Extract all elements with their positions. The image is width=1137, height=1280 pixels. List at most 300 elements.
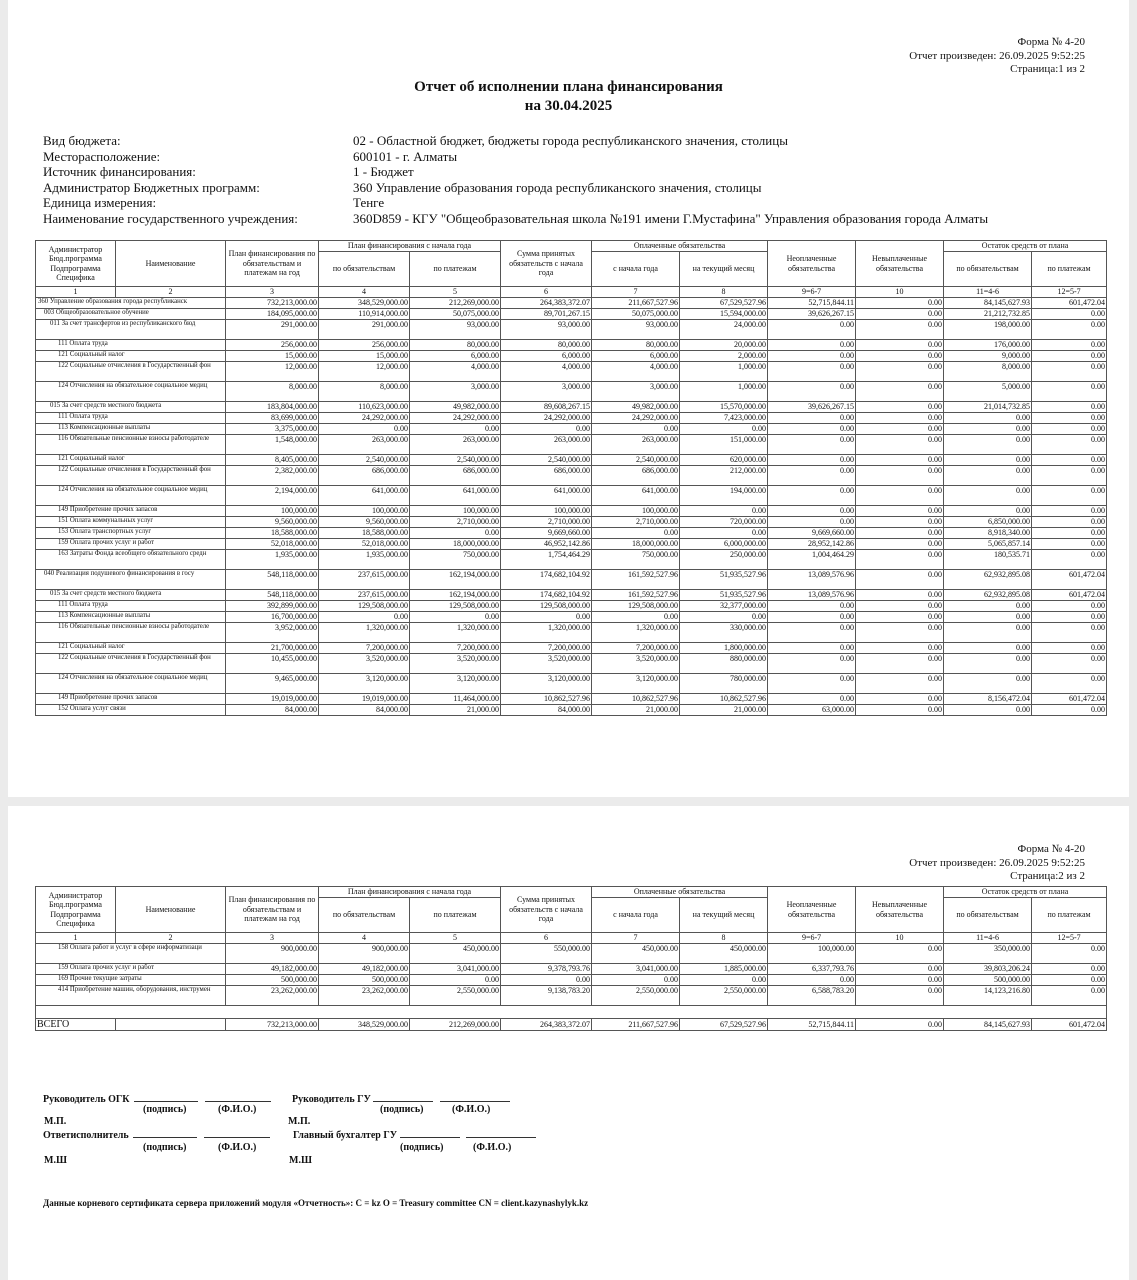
- row-value: 0.00: [768, 600, 856, 611]
- col-header-paid-month: на текущий месяц: [680, 898, 768, 933]
- row-name: 040 Реализация подушевого финансирования в госу: [36, 569, 226, 589]
- row-value: 0.00: [944, 673, 1032, 693]
- row-value: 18,000,000.00: [410, 538, 501, 549]
- certificate-info: Данные корневого сертификата сервера приложений модуля «Отчетность»: C = kz O = Treasury committee CN = client.kazynashylyk.kz: [43, 1198, 589, 1208]
- row-value: 23,262,000.00: [319, 985, 410, 1005]
- row-value: 0.00: [856, 401, 944, 412]
- row-value: 1,320,000.00: [592, 622, 680, 642]
- row-name: 153 Оплата транспортных услуг: [36, 527, 226, 538]
- row-value: 1,754,464.29: [501, 549, 592, 569]
- row-value: 8,000.00: [226, 381, 319, 401]
- meta-value: Тенге: [353, 195, 385, 210]
- row-value: 4,000.00: [410, 361, 501, 381]
- row-value: 24,292,000.00: [592, 412, 680, 423]
- row-name: 122 Социальные отчисления в Государственный фон: [36, 465, 226, 485]
- label-head-ogk: Руководитель ОГК: [43, 1094, 130, 1105]
- row-value: 0.00: [856, 653, 944, 673]
- row-value: 21,700,000.00: [226, 642, 319, 653]
- row-value: 4,000.00: [592, 361, 680, 381]
- row-value: 500,000.00: [944, 974, 1032, 985]
- row-value: 2,710,000.00: [501, 516, 592, 527]
- col-header-balance-obligations: по обязательствам: [944, 252, 1032, 287]
- table-row: [36, 527, 1107, 538]
- row-value: 3,120,000.00: [592, 673, 680, 693]
- row-value: 0.00: [1032, 308, 1107, 319]
- row-value: 21,212,732.85: [944, 308, 1032, 319]
- row-value: 0.00: [768, 485, 856, 505]
- table-row: [36, 423, 1107, 434]
- row-value: 49,982,000.00: [410, 401, 501, 412]
- table-row: [36, 465, 1107, 485]
- total-value: 348,529,000.00: [319, 1018, 410, 1030]
- row-value: 0.00: [1032, 454, 1107, 465]
- caption-podpis: (подпись): [400, 1142, 444, 1153]
- row-value: 0.00: [1032, 350, 1107, 361]
- col-header-annual-plan: План финансирования по обязательствам и платежам на год: [226, 887, 319, 933]
- row-value: 2,550,000.00: [592, 985, 680, 1005]
- signature-line: [400, 1128, 460, 1138]
- row-value: 0.00: [768, 516, 856, 527]
- row-name: 111 Оплата труда: [36, 412, 226, 423]
- total-row: [36, 1018, 1107, 1030]
- row-value: 0.00: [856, 642, 944, 653]
- row-value: 3,952,000.00: [226, 622, 319, 642]
- row-name: 121 Социальный налог: [36, 642, 226, 653]
- row-value: 0.00: [1032, 412, 1107, 423]
- row-value: 3,041,000.00: [410, 963, 501, 974]
- col-group-plan-balance: Остаток средств от плана: [944, 887, 1107, 898]
- row-value: 500,000.00: [226, 974, 319, 985]
- row-value: 0.00: [856, 704, 944, 715]
- col-header-balance-payments: по платежам: [1032, 898, 1107, 933]
- row-value: 211,667,527.96: [592, 297, 680, 308]
- row-value: 3,120,000.00: [319, 673, 410, 693]
- meta-label: Единица измерения:: [43, 195, 157, 210]
- col-number: 3: [226, 933, 319, 944]
- row-value: 0.00: [768, 434, 856, 454]
- row-value: 84,000.00: [226, 704, 319, 715]
- report-meta: [43, 133, 988, 226]
- row-value: 1,000.00: [680, 361, 768, 381]
- row-name: 158 Оплата работ и услуг в сфере информатизаци: [36, 943, 226, 963]
- page-header: [909, 36, 1085, 77]
- row-value: 174,682,104.92: [501, 589, 592, 600]
- row-value: 6,000.00: [592, 350, 680, 361]
- produced-timestamp: Отчет произведен: 26.09.2025 9:52:25: [909, 856, 1085, 869]
- col-header-balance-payments: по платежам: [1032, 252, 1107, 287]
- row-value: 129,508,000.00: [319, 600, 410, 611]
- financing-table-page-1: [35, 240, 1107, 716]
- row-name: 122 Социальные отчисления в Государственный фон: [36, 361, 226, 381]
- row-value: 1,885,000.00: [680, 963, 768, 974]
- row-value: 0.00: [1032, 549, 1107, 569]
- col-number: 12=5-7: [1032, 287, 1107, 298]
- row-value: 0.00: [1032, 704, 1107, 715]
- row-value: 50,075,000.00: [592, 308, 680, 319]
- row-value: 3,520,000.00: [501, 653, 592, 673]
- meta-label: Вид бюджета:: [43, 133, 121, 148]
- table-row: [36, 569, 1107, 589]
- row-value: 263,000.00: [501, 434, 592, 454]
- fio-line: [205, 1092, 271, 1102]
- col-number: 9=6-7: [768, 933, 856, 944]
- row-value: 548,118,000.00: [226, 589, 319, 600]
- row-value: 0.00: [856, 974, 944, 985]
- row-value: 32,377,000.00: [680, 600, 768, 611]
- row-value: 49,182,000.00: [319, 963, 410, 974]
- row-value: 3,520,000.00: [410, 653, 501, 673]
- row-value: 67,529,527.96: [680, 297, 768, 308]
- col-number: 2: [116, 287, 226, 298]
- row-value: 256,000.00: [226, 339, 319, 350]
- row-value: 84,145,627.93: [944, 297, 1032, 308]
- table-row: [36, 693, 1107, 704]
- row-value: 13,089,576.96: [768, 589, 856, 600]
- row-value: 93,000.00: [501, 319, 592, 339]
- row-value: 0.00: [680, 423, 768, 434]
- row-value: 263,000.00: [319, 434, 410, 454]
- row-value: 2,710,000.00: [410, 516, 501, 527]
- row-value: 0.00: [1032, 527, 1107, 538]
- row-value: 16,700,000.00: [226, 611, 319, 622]
- row-value: 212,000.00: [680, 465, 768, 485]
- row-value: 110,623,000.00: [319, 401, 410, 412]
- col-header-plan-obligations: по обязательствам: [319, 898, 410, 933]
- row-value: 264,383,372.07: [501, 297, 592, 308]
- row-value: 162,194,000.00: [410, 569, 501, 589]
- row-value: 15,570,000.00: [680, 401, 768, 412]
- row-value: 49,982,000.00: [592, 401, 680, 412]
- row-value: 100,000.00: [501, 505, 592, 516]
- row-value: 0.00: [856, 308, 944, 319]
- row-value: 237,615,000.00: [319, 569, 410, 589]
- row-value: 183,804,000.00: [226, 401, 319, 412]
- row-name: 414 Приобретение машин, оборудования, инструмен: [36, 985, 226, 1005]
- meta-label: Источник финансирования:: [43, 164, 196, 179]
- row-value: 0.00: [410, 611, 501, 622]
- row-value: 3,520,000.00: [319, 653, 410, 673]
- col-number: 8: [680, 287, 768, 298]
- caption-fio: (Ф.И.О.): [473, 1142, 512, 1153]
- row-value: 0.00: [944, 434, 1032, 454]
- page-number: Страница:1 из 2: [1010, 63, 1085, 75]
- row-value: 89,701,267.15: [501, 308, 592, 319]
- row-value: 80,000.00: [501, 339, 592, 350]
- col-number: 6: [501, 933, 592, 944]
- row-value: 9,560,000.00: [319, 516, 410, 527]
- total-name-empty: [116, 1018, 226, 1030]
- row-value: 9,138,783.20: [501, 985, 592, 1005]
- row-value: 21,000.00: [680, 704, 768, 715]
- row-value: 0.00: [768, 622, 856, 642]
- row-value: 6,000.00: [501, 350, 592, 361]
- row-value: 7,200,000.00: [319, 642, 410, 653]
- row-value: 89,608,267.15: [501, 401, 592, 412]
- total-value: 264,383,372.07: [501, 1018, 592, 1030]
- row-value: 0.00: [410, 527, 501, 538]
- row-value: 3,000.00: [592, 381, 680, 401]
- row-value: 8,405,000.00: [226, 454, 319, 465]
- row-value: 6,850,000.00: [944, 516, 1032, 527]
- row-value: 0.00: [1032, 485, 1107, 505]
- row-name: 149 Приобретение прочих запасов: [36, 693, 226, 704]
- report-title: [8, 78, 1129, 116]
- fio-line: [204, 1128, 270, 1138]
- row-name: 122 Социальные отчисления в Государственный фон: [36, 653, 226, 673]
- meta-value: 360D859 - КГУ "Общеобразовательная школа №191 имени Г.Мустафина" Управления образования города Алматы: [353, 210, 989, 226]
- row-name: 159 Оплата прочих услуг и работ: [36, 538, 226, 549]
- row-value: 350,000.00: [944, 943, 1032, 963]
- row-value: 2,382,000.00: [226, 465, 319, 485]
- stamp-mp: М.П.: [44, 1116, 67, 1127]
- row-value: 620,000.00: [680, 454, 768, 465]
- row-value: 63,000.00: [768, 704, 856, 715]
- signature-line: [373, 1092, 433, 1102]
- row-value: 686,000.00: [592, 465, 680, 485]
- meta-value: 600101 - г. Алматы: [353, 148, 458, 164]
- row-value: 0.00: [319, 423, 410, 434]
- col-group-plan-ytd: План финансирования с начала года: [319, 241, 501, 252]
- table-row: [36, 943, 1107, 963]
- row-value: 0.00: [856, 569, 944, 589]
- col-header-name: Наименование: [116, 241, 226, 287]
- col-number: 1: [36, 933, 116, 944]
- row-name: 121 Социальный налог: [36, 350, 226, 361]
- row-value: 0.00: [856, 412, 944, 423]
- row-value: 3,375,000.00: [226, 423, 319, 434]
- row-value: 0.00: [1032, 653, 1107, 673]
- row-value: 450,000.00: [592, 943, 680, 963]
- row-value: 194,000.00: [680, 485, 768, 505]
- row-value: 0.00: [856, 516, 944, 527]
- row-value: 0.00: [1032, 611, 1107, 622]
- col-header-plan-payments: по платежам: [410, 898, 501, 933]
- total-label: ВСЕГО: [36, 1018, 116, 1030]
- row-value: 0.00: [856, 963, 944, 974]
- caption-fio: (Ф.И.О.): [218, 1142, 257, 1153]
- row-value: 0.00: [856, 465, 944, 485]
- report-page-2: [8, 806, 1129, 1280]
- col-number: 4: [319, 287, 410, 298]
- row-value: 2,540,000.00: [501, 454, 592, 465]
- row-value: 7,200,000.00: [410, 642, 501, 653]
- col-header-outstanding-obligations: Невыплаченные обязательства: [856, 887, 944, 933]
- meta-label: Наименование государственного учреждения:: [43, 210, 298, 226]
- meta-value: 360 Управление образования города республиканского значения, столицы: [353, 179, 762, 195]
- row-value: 100,000.00: [410, 505, 501, 516]
- col-group-paid-obligations: Оплаченные обязательства: [592, 887, 768, 898]
- row-value: 0.00: [856, 434, 944, 454]
- caption-podpis: (подпись): [143, 1142, 187, 1153]
- row-value: 161,592,527.96: [592, 589, 680, 600]
- row-value: 641,000.00: [410, 485, 501, 505]
- table-row: [36, 297, 1107, 308]
- col-number: 6: [501, 287, 592, 298]
- row-value: 1,800,000.00: [680, 642, 768, 653]
- col-number: 5: [410, 287, 501, 298]
- form-number: Форма № 4-20: [1017, 36, 1085, 48]
- row-value: 0.00: [856, 361, 944, 381]
- row-value: 0.00: [768, 361, 856, 381]
- row-value: 601,472.04: [1032, 569, 1107, 589]
- row-value: 100,000.00: [592, 505, 680, 516]
- row-value: 750,000.00: [410, 549, 501, 569]
- row-value: 0.00: [1032, 538, 1107, 549]
- row-name: 011 За счет трансфертов из республиканского бюд: [36, 319, 226, 339]
- meta-value: 1 - Бюджет: [353, 164, 414, 179]
- row-name: 116 Обязательные пенсионные взносы работодателе: [36, 622, 226, 642]
- row-value: 10,862,527.96: [680, 693, 768, 704]
- row-value: 780,000.00: [680, 673, 768, 693]
- row-name: 121 Социальный налог: [36, 454, 226, 465]
- table-row: [36, 653, 1107, 673]
- row-value: 180,535.71: [944, 549, 1032, 569]
- row-value: 0.00: [944, 622, 1032, 642]
- row-value: 84,000.00: [501, 704, 592, 715]
- table-row: [36, 308, 1107, 319]
- total-value: 212,269,000.00: [410, 1018, 501, 1030]
- row-value: 0.00: [856, 622, 944, 642]
- row-value: 129,508,000.00: [592, 600, 680, 611]
- row-value: 0.00: [1032, 963, 1107, 974]
- row-value: 2,550,000.00: [680, 985, 768, 1005]
- table-row: [36, 704, 1107, 715]
- row-value: 18,588,000.00: [319, 527, 410, 538]
- col-header-paid-ytd: с начала года: [592, 898, 680, 933]
- row-value: 14,123,216.80: [944, 985, 1032, 1005]
- row-value: 0.00: [1032, 423, 1107, 434]
- form-number: Форма № 4-20: [1017, 843, 1085, 855]
- row-value: 21,000.00: [592, 704, 680, 715]
- row-value: 2,540,000.00: [319, 454, 410, 465]
- row-value: 0.00: [410, 423, 501, 434]
- table-row: [36, 339, 1107, 350]
- table-row: [36, 642, 1107, 653]
- row-value: 237,615,000.00: [319, 589, 410, 600]
- row-value: 900,000.00: [319, 943, 410, 963]
- row-value: 0.00: [1032, 642, 1107, 653]
- spacer-row: [36, 1005, 1107, 1018]
- caption-podpis: (подпись): [143, 1104, 187, 1115]
- row-value: 0.00: [768, 381, 856, 401]
- row-value: 129,508,000.00: [410, 600, 501, 611]
- row-value: 0.00: [768, 319, 856, 339]
- total-value: 84,145,627.93: [944, 1018, 1032, 1030]
- row-value: 8,000.00: [319, 381, 410, 401]
- col-group-plan-balance: Остаток средств от плана: [944, 241, 1107, 252]
- caption-fio: (Ф.И.О.): [452, 1104, 491, 1115]
- row-value: 23,262,000.00: [226, 985, 319, 1005]
- row-name: 360 Управление образования города республиканск: [36, 297, 226, 308]
- row-value: 24,292,000.00: [319, 412, 410, 423]
- row-value: 0.00: [1032, 673, 1107, 693]
- row-value: 256,000.00: [319, 339, 410, 350]
- row-value: 198,000.00: [944, 319, 1032, 339]
- table-row: [36, 673, 1107, 693]
- stamp-mp: М.П.: [288, 1116, 311, 1127]
- row-value: 0.00: [856, 527, 944, 538]
- table-row: [36, 412, 1107, 423]
- row-value: 0.00: [592, 527, 680, 538]
- row-value: 162,194,000.00: [410, 589, 501, 600]
- row-value: 0.00: [1032, 516, 1107, 527]
- row-value: 880,000.00: [680, 653, 768, 673]
- page-header: [909, 843, 1085, 884]
- row-value: 18,000,000.00: [592, 538, 680, 549]
- table-row: [36, 505, 1107, 516]
- row-value: 686,000.00: [410, 465, 501, 485]
- col-header-name: Наименование: [116, 887, 226, 933]
- total-value: 601,472.04: [1032, 1018, 1107, 1030]
- row-value: 0.00: [319, 611, 410, 622]
- row-value: 0.00: [856, 423, 944, 434]
- row-value: 450,000.00: [410, 943, 501, 963]
- row-name: 163 Затраты Фонда всеобщего обязательного средн: [36, 549, 226, 569]
- row-name: 116 Обязательные пенсионные взносы работодателе: [36, 434, 226, 454]
- row-name: 124 Отчисления на обязательное социальное медиц: [36, 381, 226, 401]
- row-value: 2,540,000.00: [592, 454, 680, 465]
- row-value: 15,000.00: [319, 350, 410, 361]
- caption-fio: (Ф.И.О.): [218, 1104, 257, 1115]
- row-value: 3,120,000.00: [410, 673, 501, 693]
- row-value: 100,000.00: [226, 505, 319, 516]
- row-value: 0.00: [856, 538, 944, 549]
- row-value: 18,588,000.00: [226, 527, 319, 538]
- col-number: 1: [36, 287, 116, 298]
- meta-row: [43, 149, 988, 165]
- row-value: 52,715,844.11: [768, 297, 856, 308]
- col-header-plan-payments: по платежам: [410, 252, 501, 287]
- caption-podpis: (подпись): [380, 1104, 424, 1115]
- row-value: 46,952,142.86: [501, 538, 592, 549]
- row-value: 212,269,000.00: [410, 297, 501, 308]
- fio-line: [440, 1092, 510, 1102]
- table-row: [36, 974, 1107, 985]
- stamp-msh: М.Ш: [289, 1155, 312, 1166]
- row-value: 52,018,000.00: [319, 538, 410, 549]
- table-row: [36, 454, 1107, 465]
- row-value: 12,000.00: [226, 361, 319, 381]
- row-value: 601,472.04: [1032, 693, 1107, 704]
- spacer-cell: [36, 1005, 1107, 1018]
- label-head-gu: Руководитель ГУ: [292, 1094, 371, 1105]
- row-value: 176,000.00: [944, 339, 1032, 350]
- table-row: [36, 963, 1107, 974]
- stamp-msh: М.Ш: [44, 1155, 67, 1166]
- col-number: 12=5-7: [1032, 933, 1107, 944]
- row-value: 0.00: [856, 693, 944, 704]
- label-executor: Ответисполнитель: [43, 1130, 129, 1141]
- row-value: 0.00: [944, 653, 1032, 673]
- row-value: 62,932,895.08: [944, 589, 1032, 600]
- row-value: 19,019,000.00: [226, 693, 319, 704]
- row-value: 0.00: [768, 465, 856, 485]
- meta-row: [43, 133, 988, 149]
- row-value: 0.00: [501, 611, 592, 622]
- row-name: 151 Оплата коммунальных услуг: [36, 516, 226, 527]
- table-row: [36, 589, 1107, 600]
- row-value: 80,000.00: [592, 339, 680, 350]
- row-value: 686,000.00: [319, 465, 410, 485]
- meta-row: [43, 211, 988, 227]
- row-value: 9,669,660.00: [501, 527, 592, 538]
- row-value: 0.00: [856, 485, 944, 505]
- row-value: 80,000.00: [410, 339, 501, 350]
- title-date: на 30.04.2025: [524, 98, 613, 114]
- row-value: 0.00: [768, 974, 856, 985]
- row-value: 0.00: [768, 693, 856, 704]
- row-value: 2,000.00: [680, 350, 768, 361]
